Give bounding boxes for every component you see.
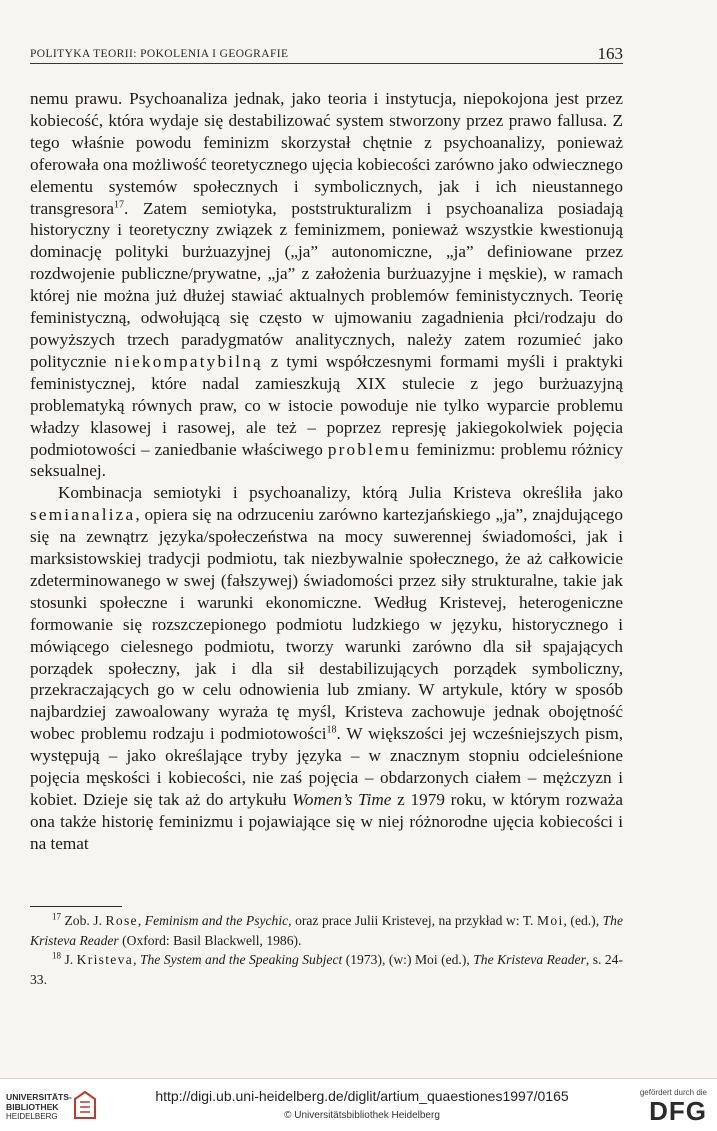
dfg-logo: DFG: [649, 1096, 707, 1126]
footnote-18-text-a: J.: [61, 952, 77, 968]
logo-line-1: UNIVERSITÄTS-: [6, 1092, 72, 1102]
author-kristeva: Kristeva: [76, 952, 134, 968]
footnote-17-text-c: , oraz prace Julii Kristevej, na przykład w: T.: [288, 913, 537, 928]
footnote-18: [30, 950, 623, 989]
paragraph-2: [30, 482, 623, 854]
footnote-ref-17: 17: [114, 198, 124, 210]
footnote-18-number: 18: [52, 950, 61, 961]
footnote-18-text-b: ,: [133, 952, 140, 968]
footnote-17-text-b: ,: [137, 913, 145, 928]
emphasis-problemu: problemu: [327, 439, 412, 459]
body-text: [30, 88, 623, 855]
paragraph-2-text-d: z 1979 roku, w którym rozważa ona także historię feminizmu i pojawiające się w niej różnorodne ujęcia kobiecości i na temat: [30, 790, 623, 853]
footnote-17-text-d: , (ed.),: [563, 913, 603, 928]
title-feminism-and-the-psychic: Feminism and the Psychic: [144, 913, 289, 928]
page-number: 163: [597, 44, 623, 63]
footnote-17-number: 17: [52, 911, 61, 922]
title-system-speaking-subject: The System and the Speaking Subject: [139, 952, 343, 968]
digitization-footer: [0, 1078, 717, 1131]
paragraph-1-text-b: . Zatem semiotyka, poststrukturalizm i psychoanaliza posiadają historyczny i teoretyczny związek z feminizmem, ponieważ wszystkie kwestionują dominację polityki burżuazyjnej („ja” autonomiczne, „ja” definiowane przez rozdwojenie publiczne/prywatne, „ja” z założenia burżuazyjne i męskie), w ramach której nie można już dłużej stawiać aktualnych problemów feministycznych. Teorię feministyczną, odwołującą się często w ujmowaniu zagadnienia płci/rodzaju do powyższych trzech paradygmatów analitycznych, należy zatem rozumieć jako politycznie: [30, 198, 623, 371]
author-moi: Moi: [536, 913, 564, 928]
paragraph-1-text-c: z tymi współczesnymi formami myśli i praktyki feministycznej, które nadal zamieszkują XIX stulecie z jego burżuazyjną problematyką równych praw, co w istocie powoduje nie tylko wyparcie problemu władzy klasowej i rasowej, ale też – poprzez represję jakiegokolwiek pojęcia podmiotowości – zaniedbanie właściwego: [30, 351, 623, 459]
emphasis-niekompatybilna: niekompatybilną: [114, 351, 263, 371]
logo-line-2: BIBLIOTHEK: [6, 1102, 59, 1112]
permalink[interactable]: http://digi.ub.uni-heidelberg.de/diglit/artium_quaestiones1997/0165: [155, 1088, 569, 1104]
paragraph-1-text-a: nemu prawu. Psychoanaliza jednak, jako teoria i instytucja, niepokojona jest przez kobiecość, która wydaje się destabilizować system stworzony przez prawo fallusa. Z tego właśnie powodu feminizm skorzystał chętnie z psychoanalizy, ponieważ oferowała ona możliwość teoretycznego ujęcia kobiecości zarówno jako odwiecznego elementu systemów społecznych i symbolicznych, jak i ich nieustannego transgresora: [30, 89, 623, 218]
footnote-rule: [30, 906, 122, 907]
paragraph-1-text-d: feminizmu: problemu różnicy seksualnej.: [30, 439, 623, 481]
footnote-17-text-e: (Oxford: Basil Blackwell, 1986).: [118, 932, 302, 948]
footnotes: [30, 911, 623, 989]
funding-note: gefördert durch die: [639, 1088, 707, 1097]
paragraph-1: [30, 88, 623, 482]
title-kristeva-reader-2: The Kristeva Reader: [473, 952, 586, 968]
ub-heidelberg-logo: [6, 1092, 72, 1122]
footnote-17-text-a: Zob. J.: [61, 913, 106, 928]
footnote-17: [30, 911, 623, 950]
emphasis-semianaliza: semianaliza: [30, 505, 136, 525]
author-rose: Rose: [105, 913, 138, 928]
copyright-notice: © Universitätsbibliothek Heidelberg: [284, 1110, 440, 1121]
running-head: [30, 44, 623, 64]
ub-mark-icon: [74, 1091, 96, 1119]
title-womens-time: Women’s Time: [292, 790, 392, 809]
footnote-18-text-c: (1973), (w:) Moi (ed.),: [342, 952, 474, 968]
running-title: POLITYKA TEORII: POKOLENIA I GEOGRAFIE: [30, 48, 289, 60]
logo-line-3: HEIDELBERG: [6, 1112, 58, 1121]
header-rule: [30, 63, 623, 64]
footnote-ref-18: 18: [326, 724, 337, 736]
title-kristeva-reader: The Kristeva Reader: [30, 913, 624, 948]
paragraph-2-text-a: Kombinacja semiotyki i psychoanalizy, którą Julia Kristeva określiła jako: [58, 483, 623, 503]
paragraph-2-text-c: . W większości jej wcześniejszych pism, występują – jako określające tryby języka – w znacznym stopniu odcieleśnione pojęcia męskości i kobiecości, nie zaś pojęcia – obdarzonych ciałem – mężczyzn i kobiet. Dzieje się tak aż do artykułu: [30, 724, 624, 809]
paragraph-2-text-b: , opiera się na odrzuceniu zarówno kartezjańskiego „ja”, znajdującego się na zewnątrz języka/społeczeństwa na mocy suwerennej świadomości, jak i marksistowskiej tradycji podmiotu, tak niezbywalnie społecznego, że aż całkowicie zdeterminowanego w swej (fałszywej) świadomości przez siły strukturalne, takie jak stosunki społeczne i warunki ekonomiczne. Według Kristevej, heterogeniczne formowanie się rozszczepionego podmiotu ludzkiego w języku, historycznego i mówiącego cielesnego podmiotu, tworzy warunki zarówno dla sił spajających porządek społeczny, jak i dla sił destabilizujących porządek symboliczny, przekraczających go w celu odnowienia lub zmiany. W artykule, który w sposób najbardziej zawoalowany wyraża tę myśl, Kristeva zachowuje jednak obojętność wobec problemu rodzaju i podmiotowości: [30, 505, 623, 744]
footnote-18-text-d: , s. 24-33.: [30, 952, 623, 987]
